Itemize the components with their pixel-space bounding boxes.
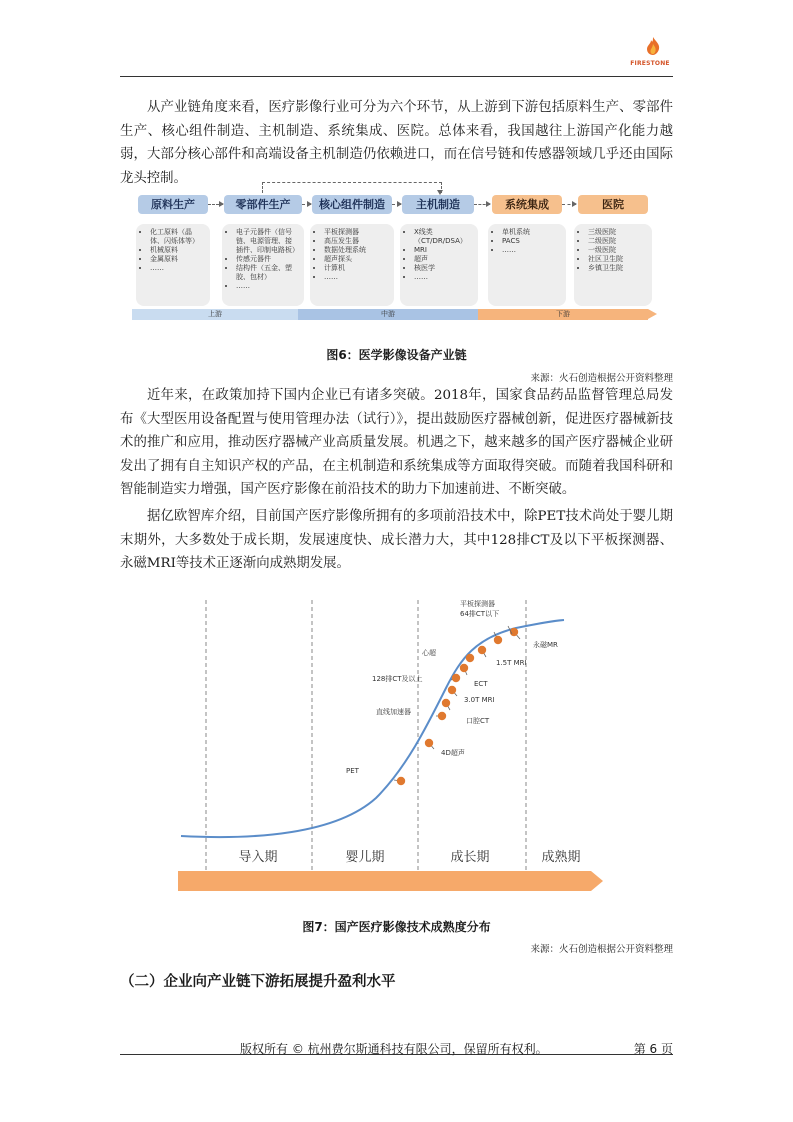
stage-core-modules: 核心组件制造	[312, 195, 392, 214]
card-components	[222, 224, 304, 306]
flame-icon	[642, 36, 664, 56]
technology-label: 128排CT及以上	[372, 675, 423, 683]
technology-label: ECT	[474, 680, 488, 688]
card-item: • X线类（CT/DR/DSA）	[414, 228, 472, 246]
stage-hospital: 医院	[578, 195, 648, 214]
technology-point	[494, 636, 502, 644]
stage-system-integration: 系统集成	[492, 195, 562, 214]
card-item: • 单机系统	[502, 228, 560, 237]
chain-arrow	[562, 204, 576, 205]
technology-point	[478, 646, 486, 654]
stage-raw-materials: 原料生产	[138, 195, 208, 214]
technology-maturity-chart	[176, 588, 608, 898]
card-item: • 计算机	[324, 264, 388, 273]
technology-label: 4D超声	[441, 749, 465, 757]
firestone-logo	[630, 36, 670, 67]
stage-components: 零部件生产	[224, 195, 302, 214]
stage-label-infancy: 婴儿期	[345, 850, 385, 865]
technology-label: PET	[346, 767, 359, 775]
card-system-integration	[488, 224, 566, 306]
band-downstream: 下游	[478, 309, 648, 320]
card-item: • 核医学	[414, 264, 472, 273]
card-item: • 乡镇卫生院	[588, 264, 646, 273]
technology-label: 1.5T MRI	[496, 659, 527, 667]
technology-label: 口腔CT	[466, 717, 490, 725]
card-item: • 超声探头	[324, 255, 388, 264]
card-item: • 电子元器件（信号链、电源管理、接插件、印制电路板）	[236, 228, 298, 255]
header-rule	[120, 76, 673, 77]
band-upstream: 上游	[132, 309, 298, 320]
logo-text: FIRESTONE	[630, 60, 670, 67]
paragraph-2: 近年来，在政策加持下国内企业已有诸多突破。2018年，国家食品药品监督管理总局发布《大型医用设备配置与使用管理办法（试行）》，提出鼓励医疗器械创新，促进医疗器械新技术的推广和应用，推动医疗器械产业高质量发展。机遇之下，越来越多的国产医疗器械企业研发出了拥有自主知识产权的产品，在主机制造和系统集成等方面取得突破。而随着我国科研和智能制造实力增强，国产医疗影像在前沿技术的助力下加速前进、不断突破。	[120, 388, 673, 497]
page-number: 第 6 页	[633, 1042, 673, 1056]
card-item: • MRI	[414, 246, 472, 255]
chain-arrow	[474, 204, 490, 205]
stage-label-maturity: 成熟期	[541, 850, 581, 865]
card-item: • 三级医院	[588, 228, 646, 237]
card-item: • 社区卫生院	[588, 255, 646, 264]
industry-chain-diagram	[132, 192, 660, 324]
technology-point	[397, 777, 405, 785]
band-arrowhead	[648, 309, 657, 319]
technology-point	[448, 686, 456, 694]
card-host-manufacturing	[400, 224, 478, 306]
card-item: • 结构件（五金、塑胶、包材）	[236, 264, 298, 282]
footer-copyright: 版权所有 © 杭州费尔斯通科技有限公司，保留所有权利。	[240, 1042, 548, 1056]
technology-label: 直线加速器	[376, 708, 411, 716]
figure6-source: 来源：火石创造根据公开资料整理	[530, 373, 673, 384]
figure6-caption: 图6：医学影像设备产业链	[326, 348, 467, 362]
paragraph-3: 据亿欧智库介绍，目前国产医疗影像所拥有的多项前沿技术中，除PET技术尚处于婴儿期末期外，大多数处于成长期，发展速度快、成长潜力大，其中128排CT及以下平板探测器、永磁MRI等技术正逐渐向成熟期发展。	[120, 509, 673, 571]
card-item: • PACS	[502, 237, 560, 246]
card-item: • 高压发生器	[324, 237, 388, 246]
technology-point	[460, 664, 468, 672]
chain-arrow	[392, 204, 401, 205]
stage-label-growth: 成长期	[450, 850, 490, 865]
technology-label: 心超	[422, 649, 436, 657]
card-item: • 一级医院	[588, 246, 646, 255]
bracket-connector	[262, 182, 442, 193]
maturity-curve	[181, 620, 564, 837]
technology-label: 平板探测器	[460, 600, 495, 608]
technology-point	[466, 654, 474, 662]
card-item: • ……	[502, 246, 560, 255]
card-item: • 金属原料	[150, 255, 204, 264]
card-item: • 机械原料	[150, 246, 204, 255]
card-item: • ……	[150, 264, 204, 273]
section-heading: （二）企业向产业链下游拓展提升盈利水平	[120, 974, 396, 990]
card-hospital	[574, 224, 652, 306]
technology-point	[438, 712, 446, 720]
card-item: • 二级医院	[588, 237, 646, 246]
timeline-arrow	[178, 871, 603, 891]
band-midstream: 中游	[298, 309, 478, 320]
chain-arrow	[208, 204, 223, 205]
card-item: • ……	[324, 273, 388, 282]
technology-label: 3.0T MRI	[464, 696, 495, 704]
technology-point	[452, 674, 460, 682]
paragraph-1: 从产业链角度来看，医疗影像行业可分为六个环节，从上游到下游包括原料生产、零部件生产、核心组件制造、主机制造、系统集成、医院。总体来看，我国越往上游国产化能力越弱，大部分核心部件和高端设备主机制造仍依赖进口，而在信号链和传感器领域几乎还由国际龙头控制。	[120, 100, 673, 186]
stage-host-manufacturing: 主机制造	[402, 195, 474, 214]
figure7-caption: 图7：国产医疗影像技术成熟度分布	[302, 920, 491, 934]
card-item: • 超声	[414, 255, 472, 264]
technology-label: 永磁MR	[533, 641, 558, 649]
figure7-source: 来源：火石创造根据公开资料整理	[530, 944, 673, 955]
chain-arrow	[302, 204, 311, 205]
technology-point	[442, 699, 450, 707]
card-item: • ……	[414, 273, 472, 282]
card-item: • 平板探测器	[324, 228, 388, 237]
card-item: • 化工原料（晶体、闪烁体等）	[150, 228, 204, 246]
card-raw-materials	[136, 224, 210, 306]
technology-label: 64排CT以下	[460, 610, 500, 618]
card-item: • ……	[236, 282, 298, 291]
card-item: • 传感元器件	[236, 255, 298, 264]
card-core-modules	[310, 224, 394, 306]
card-item: • 数据处理系统	[324, 246, 388, 255]
stage-label-introduction: 导入期	[238, 850, 278, 865]
technology-point	[425, 739, 433, 747]
